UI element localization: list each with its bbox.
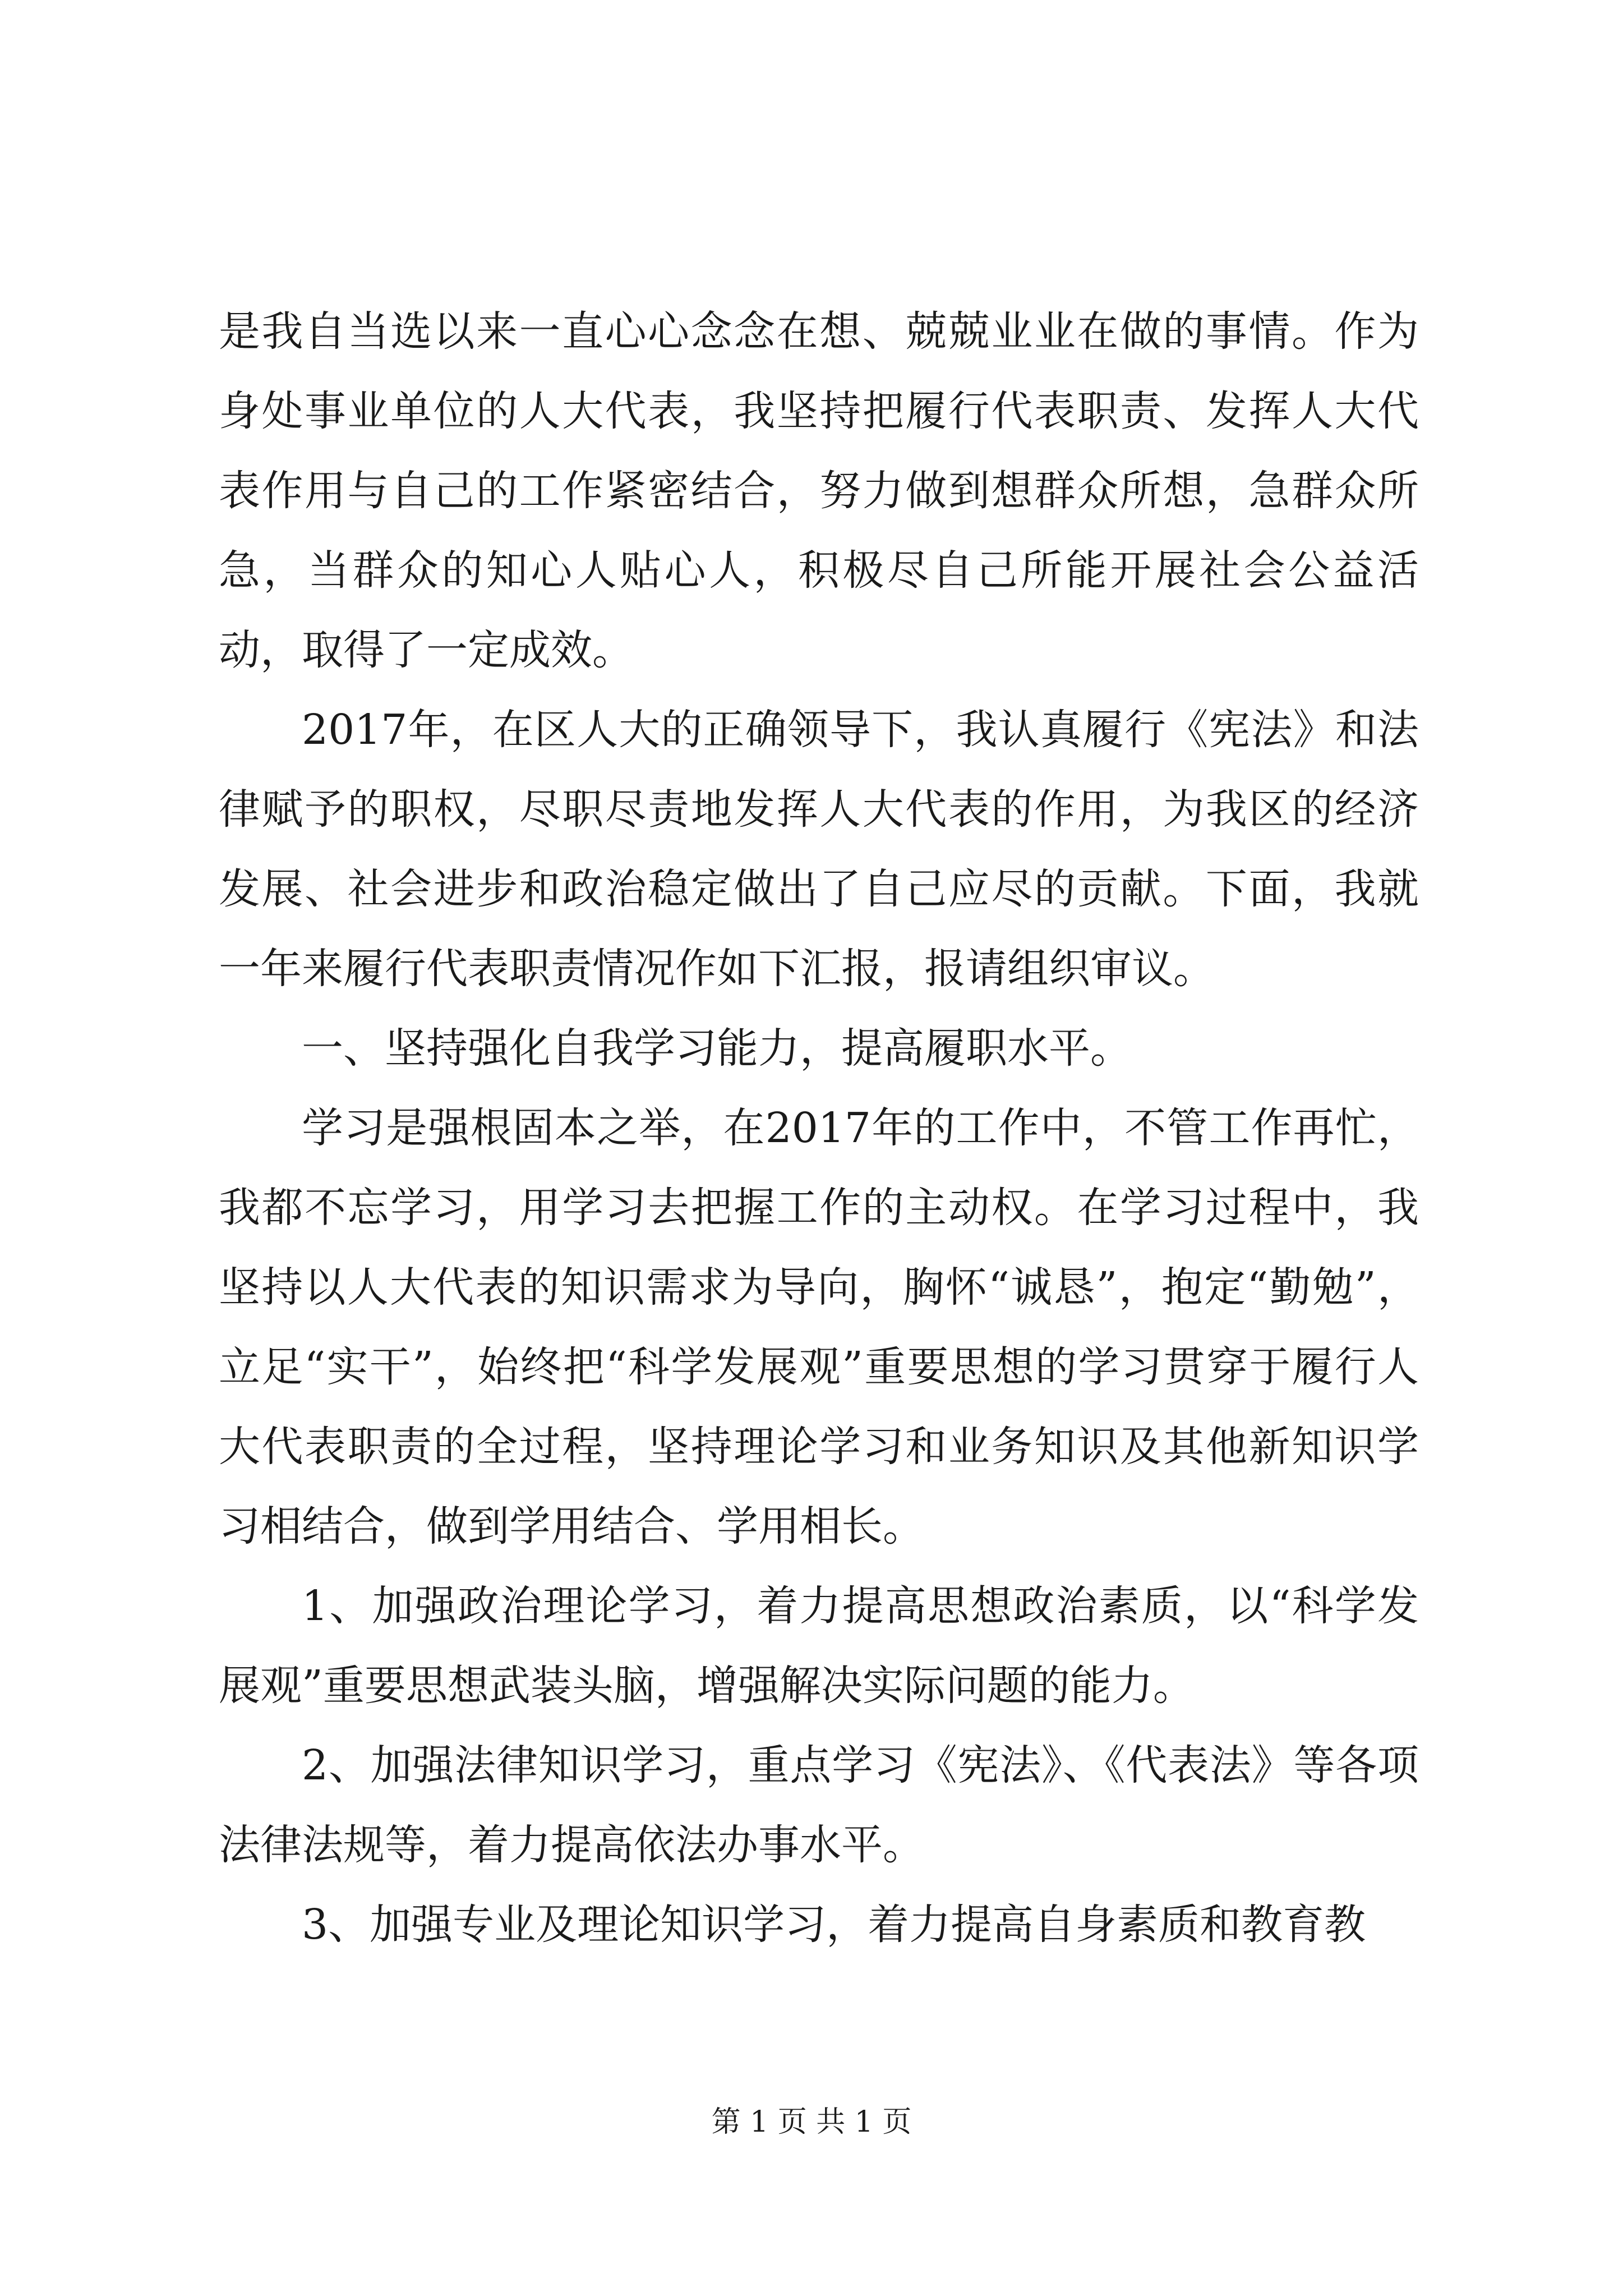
- paragraph-2017-summary: 2017年，在区人大的正确领导下，我认真履行《宪法》和法律赋予的职权，尽职尽责地发挥人大代表的作用，为我区的经济发展、社会进步和政治稳定做出了自己应尽的贡献。下面，我就一年来履行代表职责情况作如下汇报，报请组织审议。: [219, 706, 1419, 993]
- page-footer: [0, 2098, 1623, 2140]
- list-item-3: 3、加强专业及理论知识学习，着力提高自身素质和教育教: [302, 1901, 1366, 1949]
- paragraph-learning: 学习是强根固本之举，在2017年的工作中，不管工作再忙，我都不忘学习，用学习去把握工作的主动权。在学习过程中，我坚持以人大代表的知识需求为导向，胸怀“诚恳”，抱定“勤勉”，立足“实干”，始终把“科学发展观”重要思想的学习贯穿于履行人大代表职责的全过程，坚持理论学习和业务知识及其他新知识学习相结合，做到学用结合、学用相长。: [219, 1104, 1419, 1550]
- section-heading-1: 一、坚持强化自我学习能力，提高履职水平。: [302, 1024, 1132, 1073]
- page-number: 第 1 页 共 1 页: [711, 2105, 912, 2139]
- list-item-2: 2、加强法律知识学习，重点学习《宪法》、《代表法》等各项法律法规等，着力提高依法办事水平。: [219, 1741, 1419, 1869]
- list-item-1: 1、加强政治理论学习，着力提高思想政治素质，以“科学发展观”重要思想武装头脑，增强解决实际问题的能力。: [219, 1582, 1419, 1710]
- paragraph-continuation: 是我自当选以来一直心心念念在想、兢兢业业在做的事情。作为身处事业单位的人大代表，我坚持把履行代表职责、发挥人大代表作用与自己的工作紧密结合，努力做到想群众所想，急群众所急，当群众的知心人贴心人，积极尽自己所能开展社会公益活动，取得了一定成效。: [219, 307, 1419, 674]
- document-body: [219, 292, 1419, 1964]
